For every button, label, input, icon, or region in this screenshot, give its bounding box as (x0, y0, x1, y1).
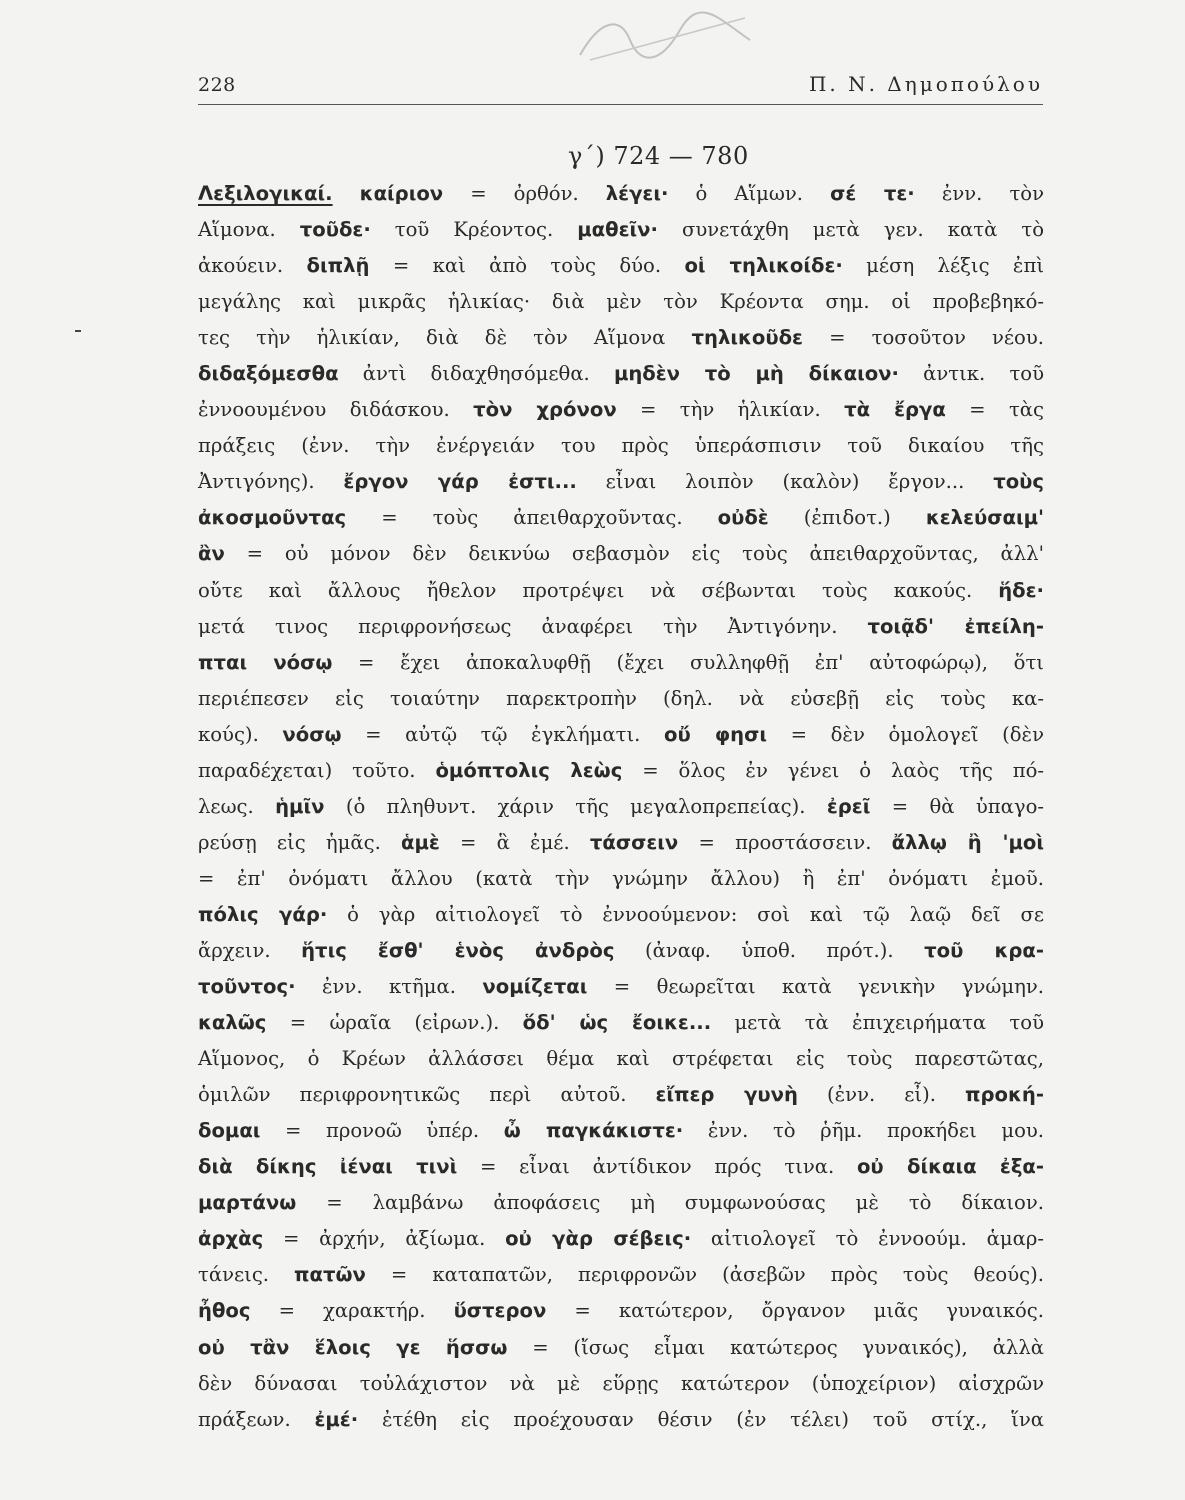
gloss (333, 182, 360, 205)
text-line (198, 1077, 1044, 1113)
gloss: = (ἴσως εἶμαι κατώτερος γυναικός), ἀλλὰ (507, 1335, 1044, 1359)
gloss: = ἔχει ἀποκαλυφθῇ (ἔχει συλληφθῇ ἐπ' αὐτοφώρῳ), ὅτι (332, 650, 1044, 674)
text-line (198, 284, 1044, 320)
gloss: ἐνν. τὸ ῥῆμ. προκήδει μου. (683, 1119, 1045, 1143)
gloss: = προνοῶ ὑπέρ. (260, 1119, 504, 1143)
text-line (198, 464, 1044, 500)
term: τάσσειν (589, 830, 679, 854)
term: ἡμῖν (275, 794, 325, 818)
text-line (198, 1149, 1044, 1185)
term: νομίζεται (482, 975, 588, 999)
term: μαρτάνω (198, 1191, 297, 1215)
text-line (198, 1366, 1044, 1402)
text-line (198, 320, 1044, 356)
term: ὕστερον (453, 1299, 547, 1323)
term: μηδὲν τὸ μὴ δίκαιον· (613, 362, 899, 386)
gloss: = λαμβάνω ἀποφάσεις μὴ συμφωνούσας μὲ τὸ δίκαιον. (296, 1191, 1044, 1215)
text-line (198, 825, 1044, 861)
gloss: ἄρχειν. (198, 938, 302, 962)
gloss: = ἃ ἐμέ. (439, 830, 590, 854)
text-line (198, 1330, 1044, 1366)
text-line (198, 1041, 1044, 1077)
gloss: = κατώτερον, ὄργανον μιᾶς γυναικός. (546, 1299, 1044, 1323)
gloss: = αὐτῷ τῷ ἐγκλήματι. (341, 722, 664, 746)
term: ἀκοσμοῦντας (198, 506, 347, 530)
section-heading: γ΄) 724 — 780 (568, 142, 749, 170)
gloss: μετά τινος περιφρονήσεως ἀναφέρει τὴν Ἀντιγόνην. (198, 614, 868, 638)
term: κελεύσαιμ' (925, 506, 1044, 530)
gloss: ἀντικ. τοῦ (898, 362, 1044, 386)
gloss: τοῦ Κρέοντος. (370, 218, 578, 242)
term: οὔ φησι (663, 722, 768, 746)
term: οὐ δίκαια ἐξα- (856, 1155, 1044, 1179)
gloss: = τοὺς ἀπειθαρχοῦντας. (346, 506, 718, 530)
text-line (198, 753, 1044, 789)
gloss: = ἀρχήν, ἀξίωμα. (263, 1227, 506, 1251)
handwritten-signature (570, 10, 760, 70)
gloss: (ἐνν. εἶ). (797, 1083, 965, 1107)
term: τοὺς (993, 470, 1044, 494)
gloss: = προστάσσειν. (678, 830, 892, 854)
term: διδαξόμεσθα (198, 362, 339, 386)
term: ἦθος (198, 1299, 251, 1323)
gloss: δὲν δύνασαι τοὐλάχιστον νὰ μὲ εὕρῃς κατώτερον (ὑποχείριον) αἰσχρῶν (198, 1371, 1044, 1395)
text-line (198, 212, 1044, 248)
term: διπλῇ (306, 254, 370, 278)
gloss: ἐννοουμένου διδάσκου. (198, 398, 474, 422)
text-line (198, 573, 1044, 609)
term: τοῦντος· (198, 975, 296, 999)
gloss: μεγάλης καὶ μικρᾶς ἡλικίας· διὰ μὲν τὸν Κρέοντα σημ. οἱ προβεβηκό- (198, 290, 1044, 314)
term: ἥδε· (998, 578, 1044, 602)
term: πατῶν (294, 1263, 366, 1287)
text-line (198, 428, 1044, 464)
text-line (198, 1185, 1044, 1221)
running-head: Π. Ν. Δημοπούλου (808, 72, 1043, 96)
gloss: εἶναι λοιπὸν (καλὸν) ἔργον... (576, 470, 994, 494)
term: ἐμέ· (314, 1407, 359, 1431)
text-line (198, 392, 1044, 428)
page-header (198, 70, 1043, 105)
term: ἄλλῳ ἢ 'μοὶ (891, 830, 1044, 854)
term: λέγει· (605, 182, 669, 205)
term: πόλις γάρ· (198, 902, 328, 926)
gloss: ὁ Αἵμων. (668, 182, 831, 205)
term: δομαι (198, 1119, 261, 1143)
gloss: Αἵμονος, ὁ Κρέων ἀλλάσσει θέμα καὶ στρέφεται εἰς τοὺς παρεστῶτας, (198, 1047, 1044, 1071)
gloss: ἐνν. τὸν (914, 182, 1044, 205)
gloss: μέση λέξις ἐπὶ (842, 254, 1045, 278)
gloss: λεως. (198, 794, 276, 818)
term: τὸν χρόνον (473, 398, 617, 422)
text-line (198, 1402, 1044, 1438)
term: εἴπερ γυνὴ (655, 1083, 798, 1107)
gloss: ἐνν. κτῆμα. (295, 975, 483, 999)
term: προκή- (965, 1083, 1044, 1107)
term: ὁμόπτολις λεὼς (435, 758, 623, 782)
gloss: ἀντὶ διδαχθησόμεθα. (338, 362, 614, 386)
text-line (198, 1257, 1044, 1293)
gloss: Αἵμονα. (198, 218, 300, 242)
gloss: περιέπεσεν εἰς τοιαύτην παρεκτροπὴν (δηλ. νὰ εὐσεβῇ εἰς τοὺς κα- (198, 686, 1044, 710)
text-line (198, 969, 1044, 1005)
term: τὰ ἔργα (844, 398, 946, 422)
term: ἔργον γάρ ἐστι... (343, 470, 577, 494)
text-line (198, 933, 1044, 969)
term: οὐ γὰρ σέβεις· (505, 1227, 692, 1251)
gloss: = καὶ ἀπὸ τοὺς δύο. (369, 254, 685, 278)
term: ἥτις ἔσθ' ἑνὸς ἀνδρὸς (301, 938, 615, 962)
term: ὅδ' ὡς ἔοικε... (522, 1011, 712, 1035)
gloss: = θὰ ὑπαγο- (870, 794, 1044, 818)
gloss: = οὐ μόνον δὲν δεικνύω σεβασμὸν εἰς τοὺς ἀπειθαρχοῦντας, ἀλλ' (224, 542, 1044, 566)
text-line (198, 897, 1044, 933)
text-line (198, 1293, 1044, 1329)
gloss: αἰτιολογεῖ τὸ ἐννοούμ. ἁμαρ- (691, 1227, 1044, 1251)
gloss: ὁμιλῶν περιφρονητικῶς περὶ αὐτοῦ. (198, 1083, 656, 1107)
term: οἱ τηλικοίδε· (684, 254, 843, 278)
gloss: = καταπατῶν, περιφρονῶν (ἀσεβῶν πρὸς τοὺς θεούς). (365, 1263, 1044, 1287)
gloss: τες τὴν ἡλικίαν, διὰ δὲ τὸν Αἵμονα (198, 326, 692, 350)
text-line (198, 176, 1044, 212)
term: τοῦ κρα- (924, 938, 1045, 962)
term: σέ τε· (830, 182, 915, 205)
gloss: (ἐπιδοτ.) (768, 506, 926, 530)
gloss: συνετάχθη μετὰ γεν. κατὰ τὸ (657, 218, 1044, 242)
gloss: παραδέχεται) τοῦτο. (198, 758, 436, 782)
term: ἂν (198, 542, 225, 566)
gloss: = ὀρθόν. (443, 182, 606, 205)
gloss: οὔτε καὶ ἄλλους ἤθελον προτρέψει νὰ σέβωνται τοὺς κακούς. (198, 578, 999, 602)
term: ἐρεῖ (826, 794, 871, 818)
term: οὐδὲ (717, 506, 769, 530)
gloss: = εἶναι ἀντίδικον πρός τινα. (457, 1155, 857, 1179)
term: διὰ δίκης ἰέναι τινὶ (198, 1155, 458, 1179)
term: ὦ παγκάκιστε· (503, 1119, 684, 1143)
gloss: = ἐπ' ὀνόματι ἄλλου (κατὰ τὴν γνώμην ἄλλου) ἢ ἐπ' ὀνόματι ἐμοῦ. (198, 866, 1044, 890)
gloss: = τοσοῦτον νέου. (802, 326, 1044, 350)
text-line (198, 1005, 1044, 1041)
gloss: = χαρακτήρ. (250, 1299, 454, 1323)
term: καίριον (359, 182, 444, 205)
gloss: (ὁ πληθυντ. χάριν τῆς μεγαλοπρεπείας). (324, 794, 827, 818)
text-line (198, 1221, 1044, 1257)
text-line (198, 536, 1044, 572)
term: Λεξιλογικαί. (198, 182, 333, 205)
text-line (198, 500, 1044, 536)
page-number: 228 (198, 74, 236, 96)
term: ἁμὲ (401, 830, 440, 854)
term: μαθεῖν· (577, 218, 658, 242)
term: τοῦδε· (299, 218, 371, 242)
text-line (198, 789, 1044, 825)
gloss: = ὅλος ἐν γένει ὁ λαὸς τῆς πό- (622, 758, 1044, 782)
term: πται νόσῳ (198, 650, 333, 674)
gloss: μετὰ τὰ ἐπιχειρήματα τοῦ (711, 1011, 1044, 1035)
text-line (198, 356, 1044, 392)
text-line (198, 248, 1044, 284)
gloss: = τὴν ἡλικίαν. (616, 398, 845, 422)
gloss: κούς). (198, 722, 283, 746)
gloss: = δὲν ὁμολογεῖ (δὲν (767, 722, 1044, 746)
gloss: πράξεων. (198, 1407, 315, 1431)
gloss: ἐτέθη εἰς προέχουσαν θέσιν (ἐν τέλει) τοῦ στίχ., ἵνα (358, 1407, 1044, 1431)
term: νόσῳ (282, 722, 342, 746)
gloss: (ἀναφ. ὑποθ. πρότ.). (614, 938, 925, 962)
gloss: = θεωρεῖται κατὰ γενικὴν γνώμην. (587, 975, 1044, 999)
text-line (198, 861, 1044, 897)
gloss: ὁ γὰρ αἰτιολογεῖ τὸ ἐννοούμενον: σοὶ καὶ τῷ λαῷ δεῖ σε (327, 902, 1044, 926)
gloss: ἀκούειν. (198, 254, 307, 278)
gloss: Ἀντιγόνης). (198, 470, 344, 494)
term: οὐ τἂν ἕλοις γε ἥσσω (198, 1335, 508, 1359)
gloss: = τὰς (945, 398, 1044, 422)
gloss: = ὡραῖα (εἰρων.). (266, 1011, 523, 1035)
gloss: τάνεις. (198, 1263, 295, 1287)
text-line (198, 1113, 1044, 1149)
text-line (198, 717, 1044, 753)
gloss: πράξεις (ἐνν. τὴν ἐνέργειάν του πρὸς ὑπεράσπισιν τοῦ δικαίου τῆς (198, 434, 1044, 458)
margin-mark (75, 330, 81, 332)
body-text (198, 176, 1044, 1438)
gloss: ρεύσῃ εἰς ἡμᾶς. (198, 830, 402, 854)
term: τοιᾷδ' ἐπείλη- (867, 614, 1044, 638)
term: ἀρχὰς (198, 1227, 264, 1251)
text-line (198, 609, 1044, 645)
term: τηλικοῦδε (691, 326, 803, 350)
term: καλῶς (198, 1011, 267, 1035)
text-line (198, 681, 1044, 717)
text-line (198, 645, 1044, 681)
